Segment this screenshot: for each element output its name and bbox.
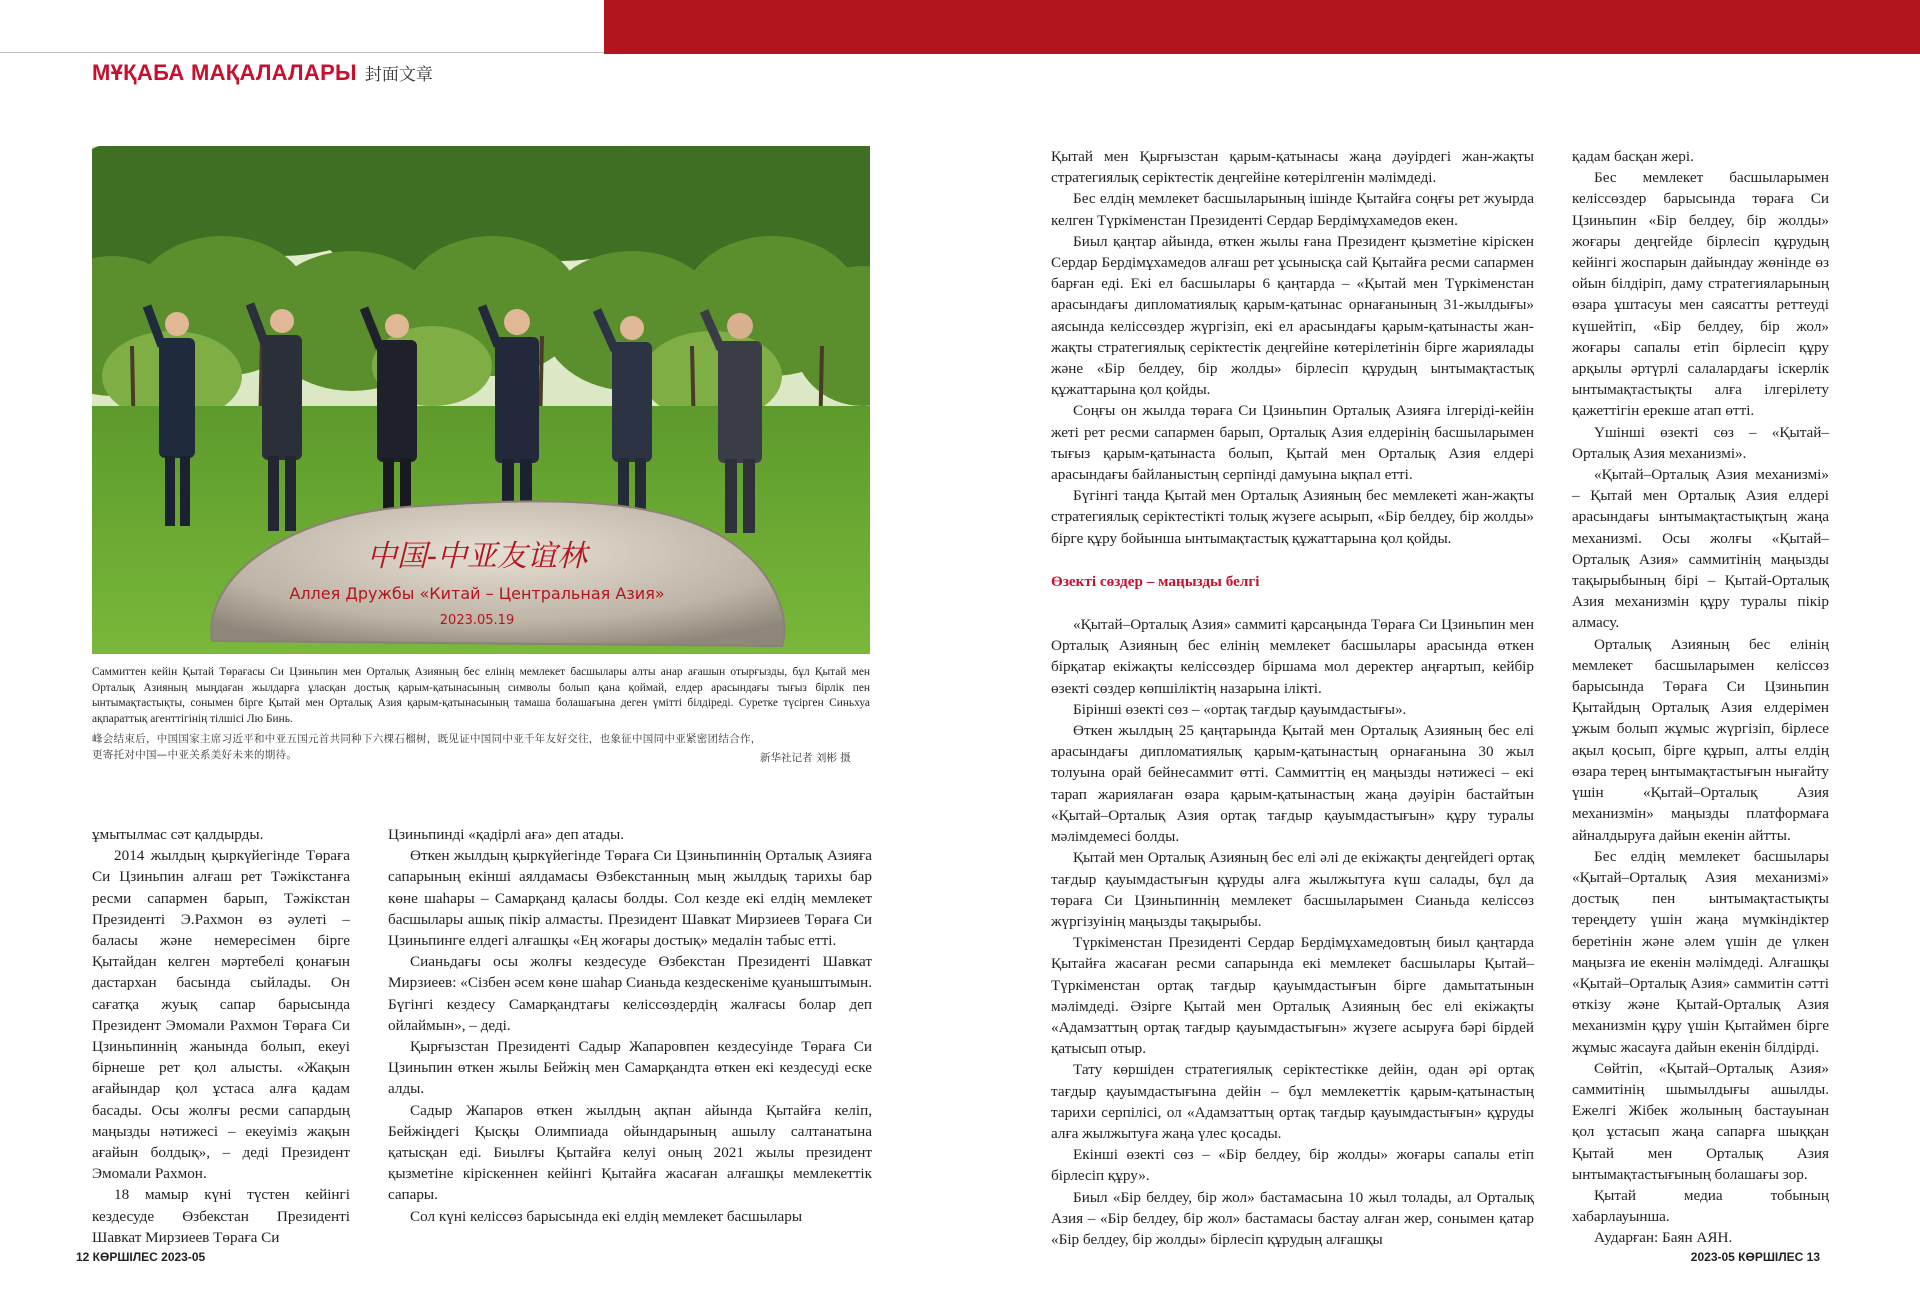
footer-right-page: 2023-05 КӨРШІЛЕС 13 xyxy=(1690,1250,1820,1264)
footer-left-page: 12 КӨРШІЛЕС 2023-05 xyxy=(76,1250,206,1264)
paragraph: 2014 жылдың қыркүйегінде Төраға Си Цзиньпин алғаш рет Тәжікстанға ресми сапармен барып, Тәжікстан Президенті Э.Рахмон өз әулеті – баласы және немересімен бірге Қытайдан келген мәртебелі қонағын дастархан басында сыйлады. Он сағатқа жуық сапар барысында Президент Эмомали Рахмон Төраға Си Цзиньпиннің жанында болып, екеуі бірнеше рет қол алысты. «Жақын ағайындар қол ұстаса алға қадам басады. Осы жолғы ресми сапардың маңызды нәтижесі – екеуіміз жақын ағайын болдық», – деді Президент Эмомали Рахмон. xyxy=(92,847,350,1183)
paragraph: Цзиньпинді «қадірлі аға» деп атады. xyxy=(388,826,625,843)
paragraph: Бес мемлекет басшыларымен келіссөздер барысында төраға Си Цзиньпин «Бір белдеу, бір жолды» жоғары деңгейде бірлесіп құрудың кейінгі жоспарын дайындау жөнінде өз ойын білдіріп, даму стратегияларының өзара ұштасуы мен саясатты реттеуді күшейтіп, «Бір белдеу, бір жол» жоғары сапалы етіп бірлесіп құру арқылы әртүрлі салалардағы іскерлік ынтымақтастықты алға ілгерілету қажеттігін ерекше атап өтті. xyxy=(1572,169,1829,420)
section-title-kz: МҰҚАБА МАҚАЛАЛАРЫ xyxy=(92,60,357,85)
paragraph: Сианьдағы осы жолғы кездесуде Өзбекстан Президенті Шавкат Мирзиеев: «Сізбен әсем көне шаһар Сианьда кездескеніме қуаныштымын. Бүгінгі кездесу Самарқандтағы келіссөздердің жалғасы болар деп ойлаймын», – деді. xyxy=(388,953,872,1034)
paragraph: Бес елдің мемлекет басшыларының ішінде Қытайға соңғы рет жуырда келген Түркіменстан Президенті Сердар Бердімұхамедов екен. xyxy=(1051,190,1534,229)
paragraph: Тату көршіден стратегиялық серіктестікке дейін, одан әрі ортақ тағдыр қауымдастығына дейін – бұл мемлекеттік қарым-қатынастың тарихи серпілісі, ол «Адамзаттың ортақ тағдыр қауымдастығын» құруды алға жылжытуға жаңа үлес қосады. xyxy=(1051,1061,1534,1142)
text-column-3 xyxy=(1051,146,1534,1250)
paragraph: «Қытай–Орталық Азия» саммиті қарсаңында Төраға Си Цзиньпин мен Орталық Азияның бес елінің мемлекет басшылары арасында өткен бірқатар екіжақты келіссөздер біршама мол деректер аңғартып, кейбір өзекті сөздер көпшіліктің назарына ілікті. xyxy=(1051,616,1534,697)
header-rule xyxy=(0,52,604,53)
paragraph: Аударған: Баян АЯН. xyxy=(1594,1229,1733,1247)
paragraph: қадам басқан жері. xyxy=(1572,148,1694,165)
paragraph: 18 мамыр күні түстен кейінгі кездесуде Өзбекстан Президенті Шавкат Мирзиеев Төраға Си xyxy=(92,1186,350,1246)
paragraph: Екінші өзекті сөз – «Бір белдеу, бір жолды» жоғары сапалы етіп бірлесіп құру». xyxy=(1051,1146,1534,1185)
text-column-1 xyxy=(92,824,350,1248)
paragraph: Биыл қаңтар айында, өткен жылы ғана Президент қызметіне кіріскен Сердар Бердімұхамедов алғаш рет ұсынысқа сай Қытайға ресми сапармен барған еді. Екі ел басшылары 6 қаңтарда – «Қытай мен Түркіменстан арасындағы дипломатиялық қарым-қатынас орнағанының 31-жылдығы» аясында келіссөздер жүргізіп, екі ел арасындағы қарым-қатынасты жан-жақты стратегиялық серіктестік деңгейіне көтерілетінін бірге жариялады және «Бір белдеу, бір жолды» бірлесіп құрудың ынтымақтастық құжаттарына қол қойды. xyxy=(1051,232,1534,399)
paragraph: Соңғы он жылда төраға Си Цзиньпин Орталық Азияға ілгеріді-кейін жеті рет ресми сапармен барып, Орталық Азия елдерінің басшыларымен тығыз қарым-қатынаста болып, Қытай мен Орталық Азия елдері арасындағы байланыстың серпінді дамуына ықпал етті. xyxy=(1051,402,1534,484)
text-column-3-top xyxy=(1051,146,1534,549)
paragraph: Қытай мен Қырғызстан қарым-қатынасы жаңа дәуірдегі жан-жақты стратегиялық серіктестік деңгейіне көтерілгенін мәлімдеді. xyxy=(1051,148,1534,187)
photo-caption-cn xyxy=(92,731,870,763)
paragraph: Бес елдің мемлекет басшылары «Қытай–Орталық Азия механизмі» достық пен ынтымақтастықты тереңдету үшін жаңа мүмкіндіктер беретінін және әлем үшін де үлкен маңызға ие екенін мәлімдеді. Алғашқы «Қытай–Орталық Азия» саммитін сәтті өткізу және Қытай-Орталық Азия механизмін құру үшін Қытаймен бірге жұмыс жасауға дайын екенін білдірді. xyxy=(1572,847,1829,1056)
photo-caption-cn-line1: 峰会结束后，中国国家主席习近平和中亚五国元首共同种下六棵石榴树，既见证中国同中亚千年友好交往，也象征中国同中亚紧密团结合作， xyxy=(92,733,762,745)
paragraph: Үшінші өзекті сөз – «Қытай–Орталық Азия механизмі». xyxy=(1572,423,1829,462)
paragraph: Қырғызстан Президенті Садыр Жапаровпен кездесуінде Төраға Си Цзиньпин өткен жылы Бейжің мен Самарқандта өткен екі кездесуді еске алды. xyxy=(388,1038,872,1098)
cover-photo xyxy=(92,146,870,654)
paragraph: Өткен жылдың 25 қаңтарында Қытай мен Орталық Азияның бес елі арасындағы дипломатиялық қарым-қатынастың орнағанына 30 жыл толуына орай бейнесаммит өтті. Саммиттің ең маңызды нәтижесі – екі тарап жариялаған өзара қарым-қатынастың жаңа дәуірін бастайтын «Қытай–Орталық Азия ортақ тағдыр қауымдастығын» құру туралы мәлімдемесі болды. xyxy=(1051,722,1534,846)
paragraph: Бірінші өзекті сөз – «ортақ тағдыр қауымдастығы». xyxy=(1073,700,1407,718)
subheading-key-words: Өзекті сөздер – маңызды белгі xyxy=(1051,572,1260,590)
paragraph: Орталық Азияның бес елінің мемлекет басшыларымен келіссөз барысында Төраға Си Цзиньпин Қытайдың Орталық Азия елдерімен ұжым болып жұмыс жүргізіп, бірлесе ақыл қосып, бірге құрып, алты елдің өзара терең ынтымақтастығын нығайту үшін «Қытай–Орталық Азия механизмін» маңызды платформаға айналдыруға дайын екенін айтты. xyxy=(1572,635,1829,844)
paragraph: Садыр Жапаров өткен жылдың ақпан айында Қытайға келіп, Бейжіңдегі Қысқы Олимпиада ойындарының ашылу салтанатына қатысқан еді. Биылғы Қытайға келуі оның 2021 жылы президент қызметіне кіріскеннен кейінгі Қытайға жасаған алғашқы мемлекеттік сапары. xyxy=(388,1101,872,1204)
paragraph: Қытай медиа тобының хабарлауынша. xyxy=(1572,1186,1829,1226)
paragraph: Өткен жылдың қыркүйегінде Төраға Си Цзиньпиннің Орталық Азияға сапарының екінші аялдамасы Өзбекстанның мың жылдық тарихы бар көне шаһары – Самарқанд қаласы болды. Сол кезде екі елдің мемлекет басшылары ашық пікір алмасты. Президент Шавкат Мирзиеев Төраға Си Цзиньпинге елдегі алғашқы «Ең жоғары достық» медалін табыс етті. xyxy=(388,847,872,950)
section-title-cn: 封面文章 xyxy=(364,65,433,85)
text-column-2 xyxy=(388,824,872,1227)
paragraph: «Қытай–Орталық Азия механизмі» – Қытай мен Орталық Азия елдері арасындағы ынтымақтастықтың жаңа механизмі. Осы жолғы «Қытай–Орталық Азия» саммитінің маңызды тақырыбының бірі – Қытай-Орталық Азия механизмін құру туралы пікір алмасу. xyxy=(1572,466,1829,632)
photo-caption-cn-line2: 更寄托对中国—中亚关系美好未来的期待。 xyxy=(92,749,298,761)
photo-credit: 新华社记者 刘彬 摄 xyxy=(760,752,851,764)
text-column-4 xyxy=(1572,146,1829,1249)
stone-inscription-ru: Аллея Дружбы «Китай – Центральная Азия» xyxy=(289,584,665,603)
paragraph: Қытай мен Орталық Азияның бес елі әлі де екіжақты деңгейдегі ортақ тағдыр қауымдастығын құруды алға жылжытуға күш салады, бұл да төраға Си Цзиньпиннің мемлекет басшыларымен Сианьда келіссөз жүргізуінің маңызды тақырыбы. xyxy=(1051,849,1534,930)
stone-inscription-cn: 中国-中亚友谊林 xyxy=(366,539,588,574)
section-header xyxy=(92,60,433,86)
paragraph: Биыл «Бір белдеу, бір жол» бастамасына 10 жыл толады, ал Орталық Азия – «Бір белдеу, бір жол» бастамасы бастау алған жер, сонымен қатар «Бір белдеу, бір жолды» бірлесіп құрудың алғашқы xyxy=(1051,1188,1534,1248)
paragraph: Сөйтіп, «Қытай–Орталық Азия» саммитінің шымылдығы ашылды. Ежелгі Жібек жолының бастауынан қол ұстасып жаңа сапарға шыққан Қытай мен Орталық Азия ынтымақтастығының болашағы зор. xyxy=(1572,1059,1829,1183)
header-red-band xyxy=(604,0,1920,54)
photo-caption-kz: Саммиттен кейін Қытай Төрағасы Си Цзиньпин мен Орталық Азияның бес елінің мемлекет басшылары алты анар ағашын отырғызды, бұл Қытай мен Орталық Азияның мыңдаған жылдарға ұласқан достық қарым-қатынасының символы болып қана қоймай, елдер арасындағы тығыз бірлік пен ынтымақтастықты, сонымен бірге Қытай мен Орталық Азия қарым-қатынасының тамаша болашағына деген үмітті білдіреді. Суретке түсірген Синьхуа ақпараттық агенттігінің тілшісі Лю Бинь. xyxy=(92,666,870,725)
paragraph: Сол күні келіссөз барысында екі елдің мемлекет басшылары xyxy=(410,1207,803,1225)
stone-inscription-date: 2023.05.19 xyxy=(439,613,515,628)
paragraph: Түркіменстан Президенті Сердар Бердімұхамедовтың биыл қаңтарда Қытайға жасаған ресми сапарында екі мемлекет басшылары Қытай–Түркіменстан ортақ тағдыр қауымдастығын бірге дамытатынын мәлімдеді. Әзірге Қытай мен Орталық Азияның бес елі екіжақты «Адамзаттың ортақ тағдыр қауымдастығын» жүзеге асыруға бәрі бірдей қатысып отыр. xyxy=(1051,934,1534,1058)
paragraph: ұмытылмас сәт қалдырды. xyxy=(92,826,264,843)
paragraph: Бүгінгі таңда Қытай мен Орталық Азияның бес мемлекеті жан-жақты стратегиялық серіктестікті толық жүзеге асырып, «Бір белдеу, бір жолды» бірге құру бойынша ынтымақтастық құжаттарына қол қойды. xyxy=(1051,487,1534,547)
text-column-3-bottom xyxy=(1051,614,1534,1250)
